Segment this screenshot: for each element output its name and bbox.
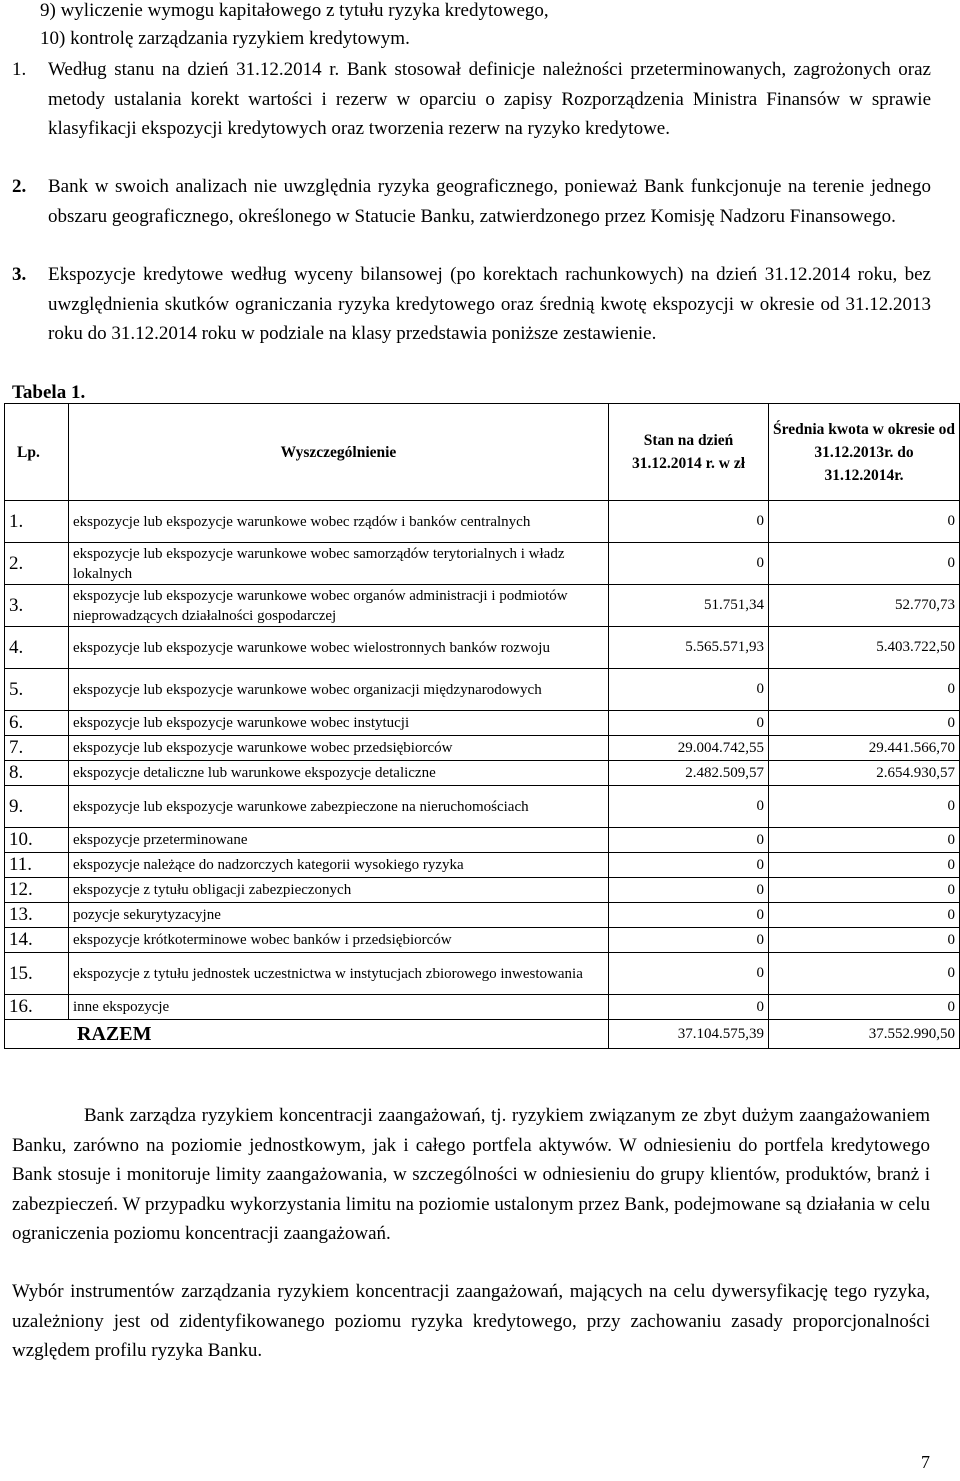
row-description: ekspozycje należące do nadzorczych kategorii wysokiego ryzyka	[69, 853, 609, 878]
table-body	[5, 501, 960, 1049]
point-number: 1.	[12, 59, 27, 80]
row-number: 9.	[5, 786, 69, 828]
row-description: ekspozycje lub ekspozycje warunkowe wobec wielostronnych banków rozwoju	[69, 627, 609, 669]
paragraph-concentration: Bank zarządza ryzykiem koncentracji zaangażowań, tj. ryzykiem związanym ze zbyt dużym zaangażowaniem Banku, zarówno na poziomie jednostkowym, jak i całego portfela aktywów. W odniesieniu do portfela kredytowego Bank stosuje i monitoruje limity zaangażowania, w szczególności w odniesieniu do grupy klientów, produktów, branż i zabezpieczeń. W przypadku wykorzystania limitu na poziomie ustalonym przez Bank, podejmowane są działania w celu ograniczenia poziomu koncentracji zaangażowań.	[12, 1105, 930, 1245]
table-row	[5, 761, 960, 786]
table-row	[5, 928, 960, 953]
row-description: inne ekspozycje	[69, 995, 609, 1020]
row-description: pozycje sekurytyzacyjne	[69, 903, 609, 928]
table-row	[5, 878, 960, 903]
table-row	[5, 995, 960, 1020]
row-average-value: 0	[769, 878, 960, 903]
header-average: Średnia kwota w okresie od 31.12.2013r. do 31.12.2014r.	[769, 404, 960, 501]
table-row	[5, 903, 960, 928]
row-balance-value: 5.565.571,93	[609, 627, 769, 669]
table-row	[5, 953, 960, 995]
row-balance-value: 0	[609, 995, 769, 1020]
row-number: 4.	[5, 627, 69, 669]
point-2	[0, 172, 960, 262]
row-balance-value: 0	[609, 711, 769, 736]
row-average-value: 0	[769, 928, 960, 953]
row-balance-value: 0	[609, 828, 769, 853]
total-label: RAZEM	[5, 1020, 609, 1049]
row-average-value: 0	[769, 501, 960, 543]
list-item-9: 9) wyliczenie wymogu kapitałowego z tytułu ryzyka kredytowego,	[40, 0, 549, 21]
exposures-table	[4, 403, 960, 1049]
row-description: ekspozycje lub ekspozycje warunkowe wobec organizacji międzynarodowych	[69, 669, 609, 711]
row-description: ekspozycje krótkoterminowe wobec banków i przedsiębiorców	[69, 928, 609, 953]
row-description: ekspozycje z tytułu jednostek uczestnictwa w instytucjach zbiorowego inwestowania	[69, 953, 609, 995]
row-balance-value: 29.004.742,55	[609, 736, 769, 761]
row-number: 11.	[5, 853, 69, 878]
row-balance-value: 0	[609, 853, 769, 878]
total-row	[5, 1020, 960, 1049]
row-number: 7.	[5, 736, 69, 761]
row-number: 6.	[5, 711, 69, 736]
point-3	[0, 260, 960, 380]
row-description: ekspozycje lub ekspozycje warunkowe wobec rządów i banków centralnych	[69, 501, 609, 543]
row-description: ekspozycje z tytułu obligacji zabezpieczonych	[69, 878, 609, 903]
row-balance-value: 0	[609, 786, 769, 828]
row-number: 8.	[5, 761, 69, 786]
table-row	[5, 786, 960, 828]
total-balance-value: 37.104.575,39	[609, 1020, 769, 1049]
point-text: Bank w swoich analizach nie uwzględnia ryzyka geograficznego, ponieważ Bank funkcjonuje na terenie jednego obszaru geograficznego, określonego w Statucie Banku, zatwierdzonego przez Komisję Nadzoru Finansowego.	[48, 176, 931, 227]
row-average-value: 29.441.566,70	[769, 736, 960, 761]
table-row	[5, 543, 960, 585]
paragraph-instruments: Wybór instrumentów zarządzania ryzykiem koncentracji zaangażowań, mających na celu dywersyfikację tego ryzyka, uzależniony jest od zidentyfikowanego poziomu ryzyka kredytowego, przy zachowaniu zasady proporcjonalności względem profilu ryzyka Banku.	[12, 1281, 930, 1362]
row-balance-value: 0	[609, 543, 769, 585]
row-average-value: 0	[769, 853, 960, 878]
row-average-value: 0	[769, 903, 960, 928]
table-row	[5, 828, 960, 853]
row-description: ekspozycje lub ekspozycje warunkowe wobec organów administracji i podmiotów nieprowadzących działalności gospodarczej	[69, 585, 609, 627]
row-description: ekspozycje lub ekspozycje warunkowe zabezpieczone na nieruchomościach	[69, 786, 609, 828]
row-description: ekspozycje przeterminowane	[69, 828, 609, 853]
row-description: ekspozycje lub ekspozycje warunkowe wobec instytucji	[69, 711, 609, 736]
row-balance-value: 0	[609, 501, 769, 543]
row-description: ekspozycje detaliczne lub warunkowe ekspozycje detaliczne	[69, 761, 609, 786]
header-lp: Lp.	[5, 404, 69, 501]
table-title: Tabela 1.	[12, 382, 86, 403]
table-row	[5, 711, 960, 736]
row-number: 13.	[5, 903, 69, 928]
point-number: 2.	[12, 176, 27, 197]
row-balance-value: 0	[609, 953, 769, 995]
row-average-value: 5.403.722,50	[769, 627, 960, 669]
row-average-value: 0	[769, 711, 960, 736]
row-description: ekspozycje lub ekspozycje warunkowe wobec przedsiębiorców	[69, 736, 609, 761]
row-number: 15.	[5, 953, 69, 995]
point-text: Ekspozycje kredytowe według wyceny bilansowej (po korektach rachunkowych) na dzień 31.12.2014 roku, bez uwzględnienia skutków ograniczania ryzyka kredytowego oraz średnią kwotę ekspozycji w okresie od 31.12.2013 roku do 31.12.2014 roku w podziale na klasy przedstawia poniższe zestawienie.	[48, 264, 931, 345]
row-balance-value: 0	[609, 928, 769, 953]
row-balance-value: 0	[609, 878, 769, 903]
row-number: 2.	[5, 543, 69, 585]
row-average-value: 0	[769, 995, 960, 1020]
row-balance-value: 2.482.509,57	[609, 761, 769, 786]
row-average-value: 0	[769, 669, 960, 711]
row-average-value: 0	[769, 953, 960, 995]
row-average-value: 2.654.930,57	[769, 761, 960, 786]
table-row	[5, 501, 960, 543]
table-row	[5, 585, 960, 627]
row-number: 12.	[5, 878, 69, 903]
row-balance-value: 0	[609, 903, 769, 928]
point-text: Według stanu na dzień 31.12.2014 r. Bank stosował definicje należności przeterminowanych, zagrożonych oraz metody ustalania korekt wartości i rezerw w oparciu o zapisy Rozporządzenia Ministra Finansów w sprawie klasyfikacji ekspozycji kredytowych oraz tworzenia rezerw na ryzyko kredytowe.	[48, 59, 931, 140]
row-balance-value: 51.751,34	[609, 585, 769, 627]
row-number: 10.	[5, 828, 69, 853]
row-number: 5.	[5, 669, 69, 711]
total-average-value: 37.552.990,50	[769, 1020, 960, 1049]
row-number: 16.	[5, 995, 69, 1020]
table-row	[5, 627, 960, 669]
table-row	[5, 736, 960, 761]
header-balance: Stan na dzień 31.12.2014 r. w zł	[609, 404, 769, 501]
row-number: 14.	[5, 928, 69, 953]
point-1	[0, 55, 960, 175]
list-item-10: 10) kontrolę zarządzania ryzykiem kredytowym.	[40, 28, 410, 49]
table-row	[5, 669, 960, 711]
row-balance-value: 0	[609, 669, 769, 711]
header-description: Wyszczególnienie	[69, 404, 609, 501]
row-average-value: 0	[769, 543, 960, 585]
row-number: 1.	[5, 501, 69, 543]
row-average-value: 0	[769, 786, 960, 828]
table-row	[5, 853, 960, 878]
row-number: 3.	[5, 585, 69, 627]
point-number: 3.	[12, 264, 27, 285]
row-average-value: 0	[769, 828, 960, 853]
row-description: ekspozycje lub ekspozycje warunkowe wobec samorządów terytorialnych i władz lokalnych	[69, 543, 609, 585]
page-number: 7	[921, 1452, 930, 1472]
row-average-value: 52.770,73	[769, 585, 960, 627]
